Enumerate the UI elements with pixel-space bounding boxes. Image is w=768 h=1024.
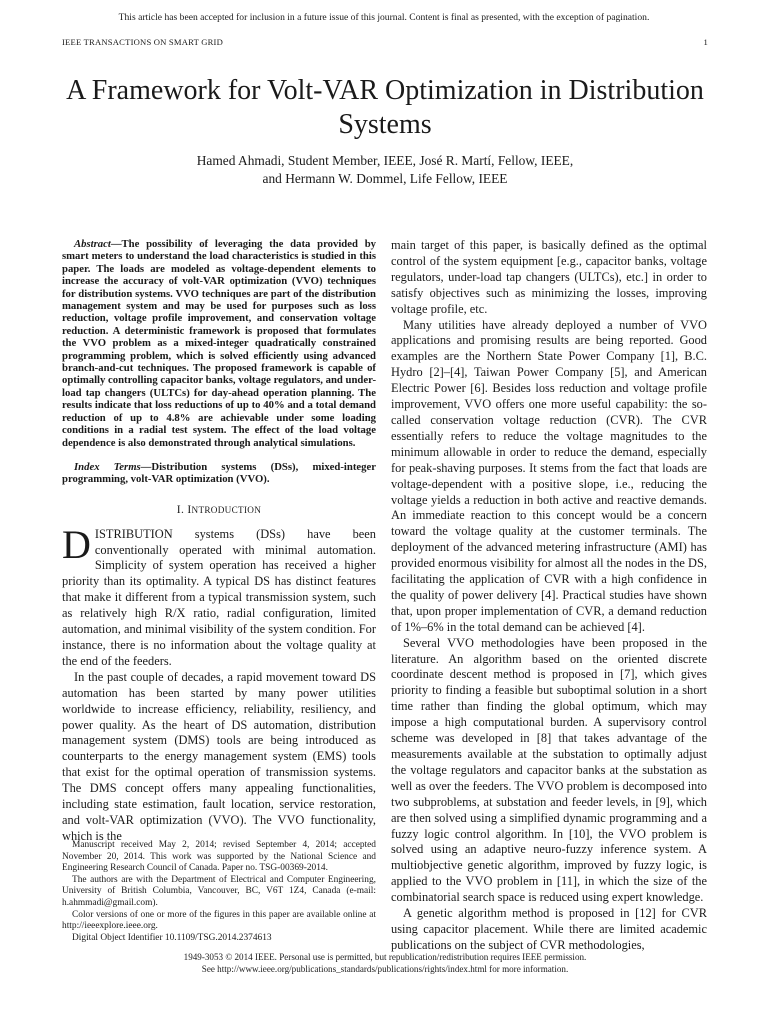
author-list — [62, 152, 708, 188]
intro-paragraph-1 — [62, 521, 376, 670]
page-number: 1 — [703, 37, 708, 47]
left-column — [62, 238, 376, 845]
footnote-color: Color versions of one or more of the figures in this paper are available online at http://ieeexplore.ieee.org. — [62, 909, 376, 932]
section-head-letter: I — [187, 502, 192, 516]
abstract-text: —The possibility of leveraging the data provided by smart meters to understand the load characteristics is studied in this paper. The loads are modeled as voltage-dependent elements to increase the accuracy of volt-VAR optimization (VVO) techniques for distribution systems. VVO techniques are part of the distribution management system and may be used for purposes such as loss reduction, voltage profile improvement, and conservation voltage reduction. A deterministic framework is proposed that formulates the VVO problem as a mixed-integer quadratically constrained programming problem, which is solved efficiently using advanced branch-and-cut techniques. The proposed framework is capable of optimally controlling capacitor banks, voltage regulators, and under-load tap changers (ULTCs) for day-ahead operation planning. The results indicate that loss reductions of up to 40% and a total demand reduction of up to 4.8% are achievable under some loading conditions in a radial test system. The effect of the load voltage dependence is also demonstrated through analytical simulations. — [62, 238, 377, 449]
index-terms — [62, 461, 376, 486]
right-paragraph-2: Many utilities have already deployed a number of VVO applications and promising results are being reported. Good examples are the Northern State Power Company [1], B.C. Hydro [2]–[4], Taiwan Power Company [5], and American Electric Power [6]. Besides loss reduction and voltage profile improvement, VVO offers one more useful capability: the so-called conservation voltage reduction (CVR). The CVR essentially refers to reduce the voltage magnitudes to the minimum allowable in order to reduce the demand, especially for peak-shaving purposes. It stems from the fact that loads are voltage-dependent with a positive slope, i.e., reducing the voltage yields a reduction in both active and reactive demands. An immediate reaction to this concept would be a concern toward the voltage quality at the customer terminals. The deployment of the advanced metering infrastructure (AMI) has provided enormous visibility for almost all the nodes in the DS, facilitating the application of CVR with a high confidence in the quality of power delivery [4]. Practical studies have shown that, upon proper implementation of CVR, a demand reduction of 1%–6% in the total demand can be achieved [4]. — [391, 317, 707, 634]
footnote-authors: The authors are with the Department of Electrical and Computer Engineering, University of British Columbia, Vancouver, BC, V6T 1Z4, Canada (e-mail: h.ahmmadi@gmail.com). — [62, 874, 376, 908]
copyright-notice — [62, 952, 708, 976]
journal-name: IEEE TRANSACTIONS ON SMART GRID — [62, 37, 224, 47]
intro-paragraph-1-text: ISTRIBUTION systems (DSs) have been conventionally operated with minimal automation. Simplicity of system operation has received a higher priority than its optimality. A typical DS has distinct features that make it different from a typical transmission system, such as relatively high R/X ratio, radial configuration, limited automation, and minimal visibility of the system condition. For instance, there is no information about the voltage quality at the end of the feeders. — [62, 526, 376, 668]
acceptance-banner: This article has been accepted for inclusion in a future issue of this journal. Content is final as presented, with the exception of pagination. — [118, 12, 650, 23]
abstract-label: Abstract — [74, 238, 111, 250]
author-line-1: Hamed Ahmadi, Student Member, IEEE, José R. Martí, Fellow, IEEE, — [196, 153, 574, 168]
footnotes — [62, 840, 376, 944]
footnote-manuscript: Manuscript received May 2, 2014; revised September 4, 2014; accepted November 20, 2014. This work was supported by the National Science and Engineering Research Council of Canada. Paper no. TSG-00369-2014. — [62, 840, 376, 874]
paper-title: A Framework for Volt-VAR Optimization in Distribution Systems — [66, 75, 704, 140]
running-header — [62, 37, 708, 47]
right-column — [391, 238, 707, 954]
intro-paragraph-2: In the past couple of decades, a rapid movement toward DS automation has been started by many power utilities worldwide to increase efficiency, reliability, resiliency, and power quality. As the heart of DS automation, distribution management system (DMS) tools are being introduced as counterparts to the energy management system (EMS) tools that exist for the optimal operation of transmission systems. The DMS concept offers many appealing functionalities, including state estimation, fault location, service restoration, and volt-VAR optimization (VVO). The VVO functionality, which is the — [62, 669, 376, 843]
index-terms-label: Index Terms — [74, 460, 141, 473]
index-terms-text: —Distribution systems (DSs), mixed-integer programming, volt-VAR optimization (VVO). — [62, 460, 376, 486]
right-paragraph-4: A genetic algorithm method is proposed in [12] for CVR using capacitor placement. While there are limited academic publications on the subject of CVR methodologies, — [391, 906, 707, 952]
copyright-line-2: See http://www.ieee.org/publications_standards/publications/rights/index.html for more information. — [201, 963, 569, 974]
footnote-doi: Digital Object Identifier 10.1109/TSG.2014.2374613 — [72, 932, 272, 943]
section-numeral: I. — [176, 502, 185, 516]
author-line-2: and Hermann W. Dommel, Life Fellow, IEEE — [262, 171, 508, 186]
drop-cap: D — [62, 521, 91, 567]
abstract — [62, 238, 376, 449]
right-paragraph-3: Several VVO methodologies have been proposed in the literature. An algorithm based on the oriented discrete coordinate descent method is proposed in [7], which gives priority to finding a feasible but suboptimal solution in a short time rather than finding the global optimum, which may impose a high computational burden. A supervisory control scheme was developed in [8] that takes advantage of the measurements available at the substation to optimally adjust the voltage regulators and capacitor banks at the substation as well as over the feeders. The VVO problem is decomposed into two subproblems, at substation and feeder levels, in [9], which are then solved using a simplified dynamic programming and a fuzzy logic control algorithm. In [10], the VVO problem is solved using an adaptive neuro-fuzzy inference system. A multiobjective genetic algorithm, improved by fuzzy logic, is applied to the VVO problem in [11], in which the size of the combinatorial search space is reduced using expert knowledge. — [391, 635, 707, 905]
right-paragraph-1: main target of this paper, is basically defined as the optimal control of the system equipment [e.g., capacitor banks, voltage regulators, under-load tap changers (ULTCs), etc.] in order to satisfy objectives such as minimizing the losses, improving voltage profile, etc. — [391, 238, 707, 316]
copyright-line-1: 1949-3053 © 2014 IEEE. Personal use is permitted, but republication/redistribution requires IEEE permission. — [183, 952, 587, 962]
section-head-rest: NTRODUCTION — [191, 504, 262, 515]
section-heading-introduction — [62, 502, 376, 519]
